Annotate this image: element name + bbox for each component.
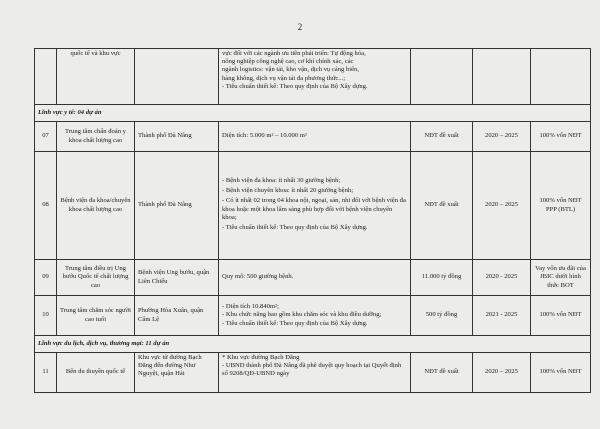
cell-scale [219,296,411,336]
cell-scale [219,152,411,260]
cell-number: 11 [35,353,57,393]
cell-project-name: Bến du thuyền quốc tế [57,353,135,393]
scale-line: ngành logistics: vận tải, kho vận, dịch vụ cảng biển, [222,66,359,74]
cell-number: 08 [35,152,57,260]
cell-scale [219,49,411,105]
cell-scale: Quy mô: 500 giường bệnh. [219,260,411,296]
section-header-health [35,105,591,122]
cell-investment-form: 100% vốn NĐT [531,122,591,152]
cell-location: Bệnh viện Ung bướu, quận Liên Chiểu [135,260,219,296]
cell-period: 2021 - 2025 [473,296,531,336]
project-table [34,48,591,393]
section-title: Lĩnh vực du lịch, dịch vụ, thương mại: 11 dự án [35,336,591,353]
cell-investment-form: 100% vốn NĐT [531,353,591,393]
cell-capital: 11.000 tỷ đồng [411,260,473,296]
scale-line: hàng không, dịch vụ vận tải đa phương thức...; [222,74,346,82]
section-header-tourism [35,336,591,353]
scale-line: - Tiêu chuẩn thiết kế: Theo quy định của Bộ Xây dựng. [222,223,368,231]
cell-number: 07 [35,122,57,152]
cell-location: Thành phố Đà Nẵng [135,122,219,152]
scale-line: nông nghiệp công nghệ cao, cơ khí chính xác, các [222,58,354,66]
scale-line: - Có ít nhất 02 trong 04 khoa nội, ngoại, sản, nhi đối với bệnh viện đa khoa hoặc một khoa lâm sàng phù hợp đối với bệnh viện chuyên khoa; [222,197,406,221]
cell-capital: NĐT đề xuất [411,353,473,393]
page-number: 2 [297,22,303,32]
section-title: Lĩnh vực y tế: 04 dự án [35,105,591,122]
cell-period: 2020 – 2025 [473,152,531,260]
scale-line: * Khu vực đường Bạch Đằng [222,354,300,361]
cell-capital: NĐT đề xuất [411,122,473,152]
cell-investment-form: 100% vốn NĐT PPP (BTL) [531,152,591,260]
cell-investment-form: 100% vốn NĐT [531,296,591,336]
cell-project-name: Trung tâm điều trị Ung bướu Quốc tế chất lượng cao [57,260,135,296]
cell-period: 2020 - 2025 [473,260,531,296]
table-row [35,122,591,152]
cell-location: Thành phố Đà Nẵng [135,152,219,260]
table-row [35,152,591,260]
scale-line: - Khu chức năng bao gồm khu chăm sóc và khu điều dưỡng; [222,311,382,319]
cell-project-name: quốc tế và khu vực [57,49,135,105]
cell-number: 09 [35,260,57,296]
cell-scale [219,353,411,393]
scale-line: - Tiêu chuẩn thiết kế: Theo quy định của Bộ Xây dựng. [222,319,368,327]
scale-line: vực đối với các ngành ưu tiên phát triển: Tự động hóa, [222,50,366,57]
cell-period: 2020 – 2025 [473,122,531,152]
scale-line: - Bệnh viện chuyên khoa: ít nhất 20 giường bệnh; [222,187,354,195]
cell-capital: NĐT đề xuất [411,152,473,260]
cell-location: Khu vực từ đường Bạch Đằng đến đường Như Nguyệt, quận Hải [135,353,219,393]
cell-period: 2020 – 2025 [473,353,531,393]
cell-project-name: Trung tâm chăm sóc người cao tuổi [57,296,135,336]
cell-project-name: Trung tâm chẩn đoán y khoa chất lượng cao [57,122,135,152]
table-row [35,260,591,296]
scale-line: - Tiêu chuẩn thiết kế: Theo quy định của Bộ Xây dựng. [222,82,368,90]
scale-line: - Bệnh viện đa khoa: ít nhất 30 giường bệnh; [222,176,341,184]
scale-line: - UBND thành phố Đà Nẵng đã phê duyệt quy hoạch tại Quyết định số 9208/QĐ-UBND ngày [222,362,402,378]
cell-capital: 500 tỷ đồng [411,296,473,336]
scale-line: - Diện tích 10.840m²; [222,303,279,311]
table-row [35,296,591,336]
cell-location: Phường Hòa Xuân, quận Cẩm Lệ [135,296,219,336]
table-row [35,353,591,393]
cell-investment-form: Vay vốn ưu đãi của JBIC dưới hình thức BOT [531,260,591,296]
cell-project-name: Bệnh viện đa khoa/chuyên khoa chất lượng cao [57,152,135,260]
cell-scale: Diện tích: 5.000 m² – 10.000 m² [219,122,411,152]
cell-number: 10 [35,296,57,336]
table-row-continuation [35,49,591,105]
